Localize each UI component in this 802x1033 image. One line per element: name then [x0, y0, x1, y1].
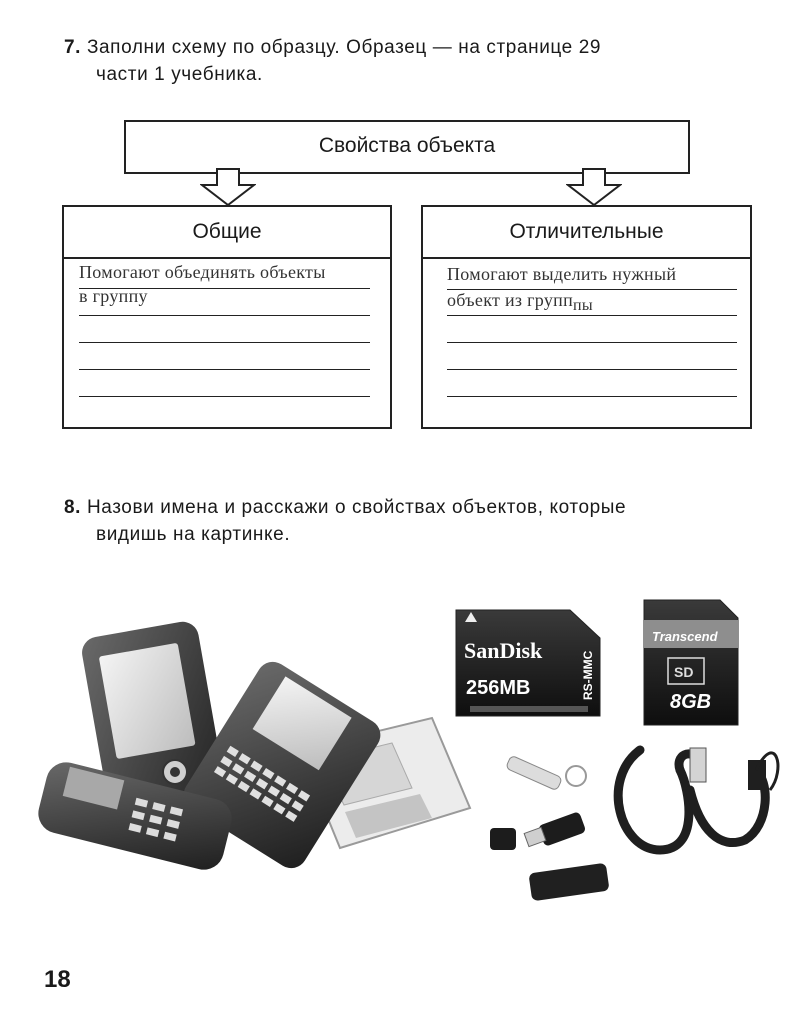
common-answer-line-2: в группу — [79, 286, 148, 306]
transcend-sd-card-image — [644, 600, 738, 725]
task-8-line-1 — [64, 494, 774, 521]
writing-line — [447, 315, 737, 316]
task-7-number: 7. — [64, 37, 82, 58]
task-8-line-2 — [64, 521, 774, 548]
distinctive-answer-line-2-main: объект из групп — [447, 290, 574, 310]
writing-line — [447, 289, 737, 290]
distinctive-properties-title: Отличительные — [509, 220, 664, 243]
distinctive-properties-header — [423, 207, 750, 259]
keychain-flash-drive-image — [506, 755, 586, 791]
task-8-text-line-1: Назови имена и расскажи о свойствах объектов, которые — [86, 497, 627, 518]
task-7-line-2 — [64, 61, 774, 88]
writing-line — [79, 369, 370, 370]
common-properties-box — [62, 205, 392, 429]
sandisk-brand-text: SanDisk — [464, 638, 543, 663]
common-properties-header — [64, 207, 390, 259]
scheme-top-title: Свойства объекта — [318, 134, 496, 157]
flash-drive-image — [490, 811, 586, 850]
task-8-number: 8. — [64, 497, 82, 518]
distinctive-answer-line-1: Помогают выделить нужный — [447, 264, 677, 284]
task-8 — [64, 494, 774, 548]
flash-drive-image — [528, 863, 609, 902]
sandisk-card-image — [456, 610, 600, 716]
task-7-text-line-2: части 1 учебника. — [96, 64, 263, 85]
writing-line — [79, 396, 370, 397]
transcend-brand-text: Transcend — [652, 629, 718, 644]
distinctive-properties-box — [421, 205, 752, 429]
scheme-top-box — [124, 120, 690, 174]
sandisk-type-text: RS-MMC — [581, 650, 595, 700]
arrow-down-left-icon — [200, 168, 256, 206]
page-number: 18 — [44, 966, 71, 993]
task-7 — [64, 34, 774, 88]
common-properties-title: Общие — [192, 220, 262, 243]
distinctive-answer-line-2 — [447, 290, 593, 314]
transcend-capacity-text: 8GB — [670, 691, 712, 713]
writing-line — [79, 315, 370, 316]
task-7-line-1 — [64, 34, 774, 61]
usb-connector-image — [690, 748, 778, 790]
devices-photo — [0, 580, 802, 920]
arrow-down-right-icon — [566, 168, 622, 206]
writing-line — [447, 396, 737, 397]
task-7-text-line-1: Заполни схему по образцу. Образец — на странице 29 — [86, 37, 602, 58]
common-answer-line-1: Помогают объединять объекты — [79, 262, 326, 282]
sandisk-capacity-text: 256MB — [466, 677, 531, 699]
svg-text:SD: SD — [674, 664, 694, 680]
writing-line — [447, 369, 737, 370]
task-8-text-line-2: видишь на картинке. — [96, 524, 291, 545]
writing-line — [79, 288, 370, 289]
writing-line — [79, 342, 370, 343]
writing-line — [447, 342, 737, 343]
distinctive-answer-line-2-suffix: пы — [573, 297, 593, 314]
